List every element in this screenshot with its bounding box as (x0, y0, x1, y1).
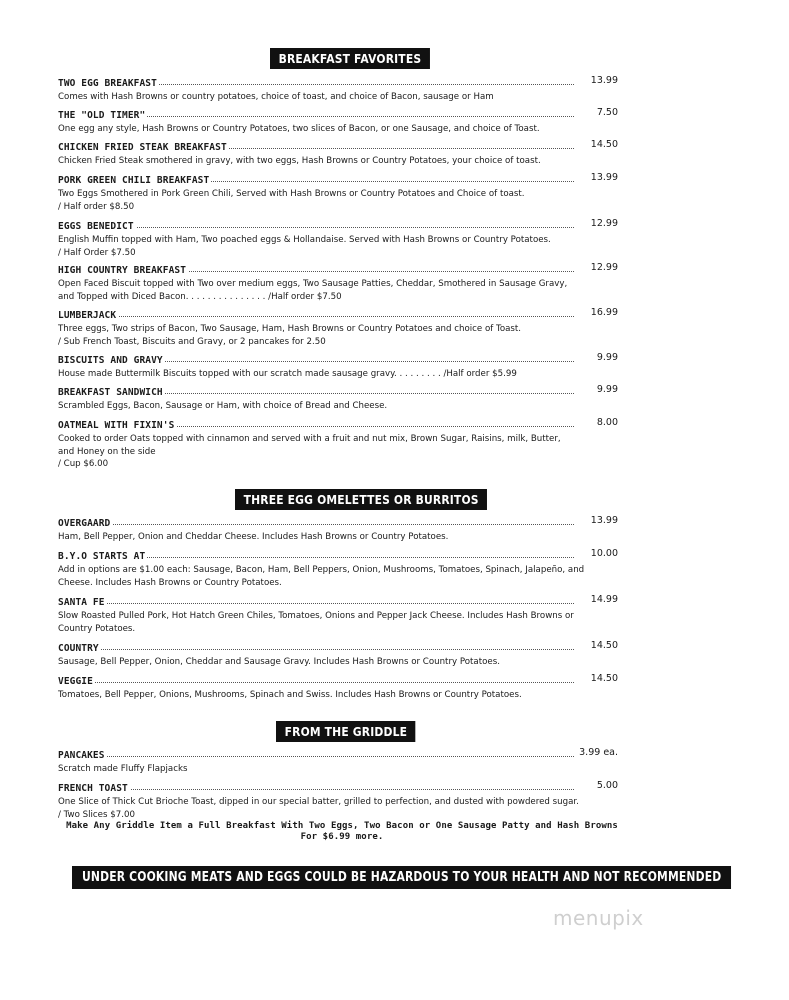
menu-item (58, 262, 618, 303)
menu-item (58, 107, 618, 136)
item-price: 5.00 (594, 780, 618, 791)
dot-leader (58, 316, 574, 317)
item-description: Chicken Fried Steak smothered in gravy, with two eggs, Hash Browns or Country Potatoes, your choice of toast. (58, 156, 541, 166)
item-price: 7.50 (594, 107, 618, 118)
item-price: 14.50 (588, 139, 618, 150)
item-description: Scratch made Fluffy Flapjacks (58, 764, 188, 774)
item-price: 9.99 (594, 384, 618, 395)
dot-leader (58, 756, 574, 757)
item-description: Scrambled Eggs, Bacon, Sausage or Ham, with choice of Bread and Cheese. (58, 401, 388, 411)
item-name: LUMBERJACK (58, 310, 117, 321)
item-name: TWO EGG BREAKFAST (58, 78, 157, 89)
item-description: House made Buttermilk Biscuits topped with our scratch made sausage gravy. . . . . . . . . /Half order $5.99 (58, 369, 517, 379)
item-name: COUNTRY (58, 643, 99, 654)
menu-item (58, 515, 618, 544)
item-price: 13.99 (588, 75, 618, 86)
menu-item (58, 307, 618, 348)
item-description: One Slice of Thick Cut Brioche Toast, dipped in our special batter, grilled to perfection, and dusted with powdered sugar. / Two Slices $7.00 (58, 797, 579, 820)
omelettes-heading: THREE EGG OMELETTES OR BURRITOS (235, 489, 487, 510)
menu-item (58, 594, 618, 635)
item-name: BISCUITS AND GRAVY (58, 355, 163, 366)
menu-item (58, 747, 618, 776)
item-name: CHICKEN FRIED STEAK BREAKFAST (58, 142, 227, 153)
item-description: Sausage, Bell Pepper, Onion, Cheddar and Sausage Gravy. Includes Hash Browns or Country Potatoes. (58, 657, 500, 667)
item-price: 12.99 (588, 218, 618, 229)
item-price: 14.50 (588, 640, 618, 651)
item-name: EGGS BENEDICT (58, 221, 134, 232)
item-description: Comes with Hash Browns or country potatoes, choice of toast, and choice of Bacon, sausage or Ham (58, 92, 494, 102)
health-warning-banner: UNDER COOKING MEATS AND EGGS COULD BE HAZARDOUS TO YOUR HEALTH AND NOT RECOMMENDED (72, 866, 731, 889)
item-name: PANCAKES (58, 750, 105, 761)
item-name: FRENCH TOAST (58, 783, 128, 794)
item-name: OVERGAARD (58, 518, 111, 529)
item-name: PORK GREEN CHILI BREAKFAST (58, 175, 210, 186)
griddle-note (62, 821, 622, 843)
menu-item (58, 780, 618, 821)
item-description: One egg any style, Hash Browns or Country Potatoes, two slices of Bacon, or one Sausage, and choice of Toast. (58, 124, 540, 134)
griddle-note-line: For $6.99 more. (300, 832, 384, 842)
dot-leader (58, 603, 574, 604)
menu-item (58, 218, 618, 259)
item-description: Ham, Bell Pepper, Onion and Cheddar Cheese. Includes Hash Browns or Country Potatoes. (58, 532, 449, 542)
menu-item (58, 417, 618, 471)
item-price: 13.99 (588, 515, 618, 526)
griddle-heading: FROM THE GRIDDLE (276, 721, 416, 742)
item-name: OATMEAL WITH FIXIN'S (58, 420, 175, 431)
item-price: 3.99 ea. (576, 747, 618, 758)
menu-item (58, 352, 618, 381)
item-name: SANTA FE (58, 597, 105, 608)
item-price: 8.00 (594, 417, 618, 428)
item-price: 13.99 (588, 172, 618, 183)
menu-item (58, 640, 618, 669)
item-name: B.Y.O STARTS AT (58, 551, 146, 562)
item-name: BREAKFAST SANDWICH (58, 387, 163, 398)
menu-item (58, 548, 618, 589)
item-price: 12.99 (588, 262, 618, 273)
dot-leader (58, 524, 574, 525)
watermark-logo: menupix (553, 906, 644, 930)
dot-leader (58, 682, 574, 683)
item-name: HIGH COUNTRY BREAKFAST (58, 265, 187, 276)
dot-leader (58, 649, 574, 650)
menu-item (58, 172, 618, 213)
menu-item (58, 139, 618, 168)
item-description: Three eggs, Two strips of Bacon, Two Sausage, Ham, Hash Browns or Country Potatoes and choice of Toast. / Sub French Toast, Biscuits and Gravy, or 2 pancakes for 2.50 (58, 324, 522, 347)
breakfast-favorites-heading: BREAKFAST FAVORITES (270, 48, 430, 69)
item-description: Open Faced Biscuit topped with Two over medium eggs, Two Sausage Patties, Cheddar, Smothered in Sausage Gravy, and Topped with Diced Bacon. . . . . . . . . . . . . . . /Half order $7.50 (58, 279, 568, 302)
item-name: VEGGIE (58, 676, 93, 687)
griddle-note-line: Make Any Griddle Item a Full Breakfast With Two Eggs, Two Bacon or One Sausage Patty and Hash Browns (66, 821, 618, 831)
item-description: Two Eggs Smothered in Pork Green Chili, Served with Hash Browns or Country Potatoes and Choice of toast. / Half order $8.50 (58, 189, 525, 212)
item-description: Slow Roasted Pulled Pork, Hot Hatch Green Chiles, Tomatoes, Onions and Pepper Jack Cheese. Includes Hash Browns or Country Potatoes. (58, 611, 574, 634)
item-description: Cooked to order Oats topped with cinnamon and served with a fruit and nut mix, Brown Sugar, Raisins, milk, Butter, and Honey on the side / Cup $6.00 (58, 434, 561, 470)
item-name: THE "OLD TIMER" (58, 110, 146, 121)
item-description: Add in options are $1.00 each: Sausage, Bacon, Ham, Bell Peppers, Onion, Mushrooms, Tomatoes, Spinach, Jalapeño, and Cheese. Includes Hash Browns or Country Potatoes. (58, 565, 585, 588)
item-price: 10.00 (588, 548, 618, 559)
item-price: 9.99 (594, 352, 618, 363)
item-price: 16.99 (588, 307, 618, 318)
item-price: 14.99 (588, 594, 618, 605)
menu-item (58, 75, 618, 104)
menu-item (58, 384, 618, 413)
item-description: English Muffin topped with Ham, Two poached eggs & Hollandaise. Served with Hash Browns or Country Potatoes. / Half Order $7.50 (58, 235, 551, 258)
dot-leader (58, 789, 574, 790)
menu-item (58, 673, 618, 702)
item-price: 14.50 (588, 673, 618, 684)
item-description: Tomatoes, Bell Pepper, Onions, Mushrooms, Spinach and Swiss. Includes Hash Browns or Country Potatoes. (58, 690, 522, 700)
